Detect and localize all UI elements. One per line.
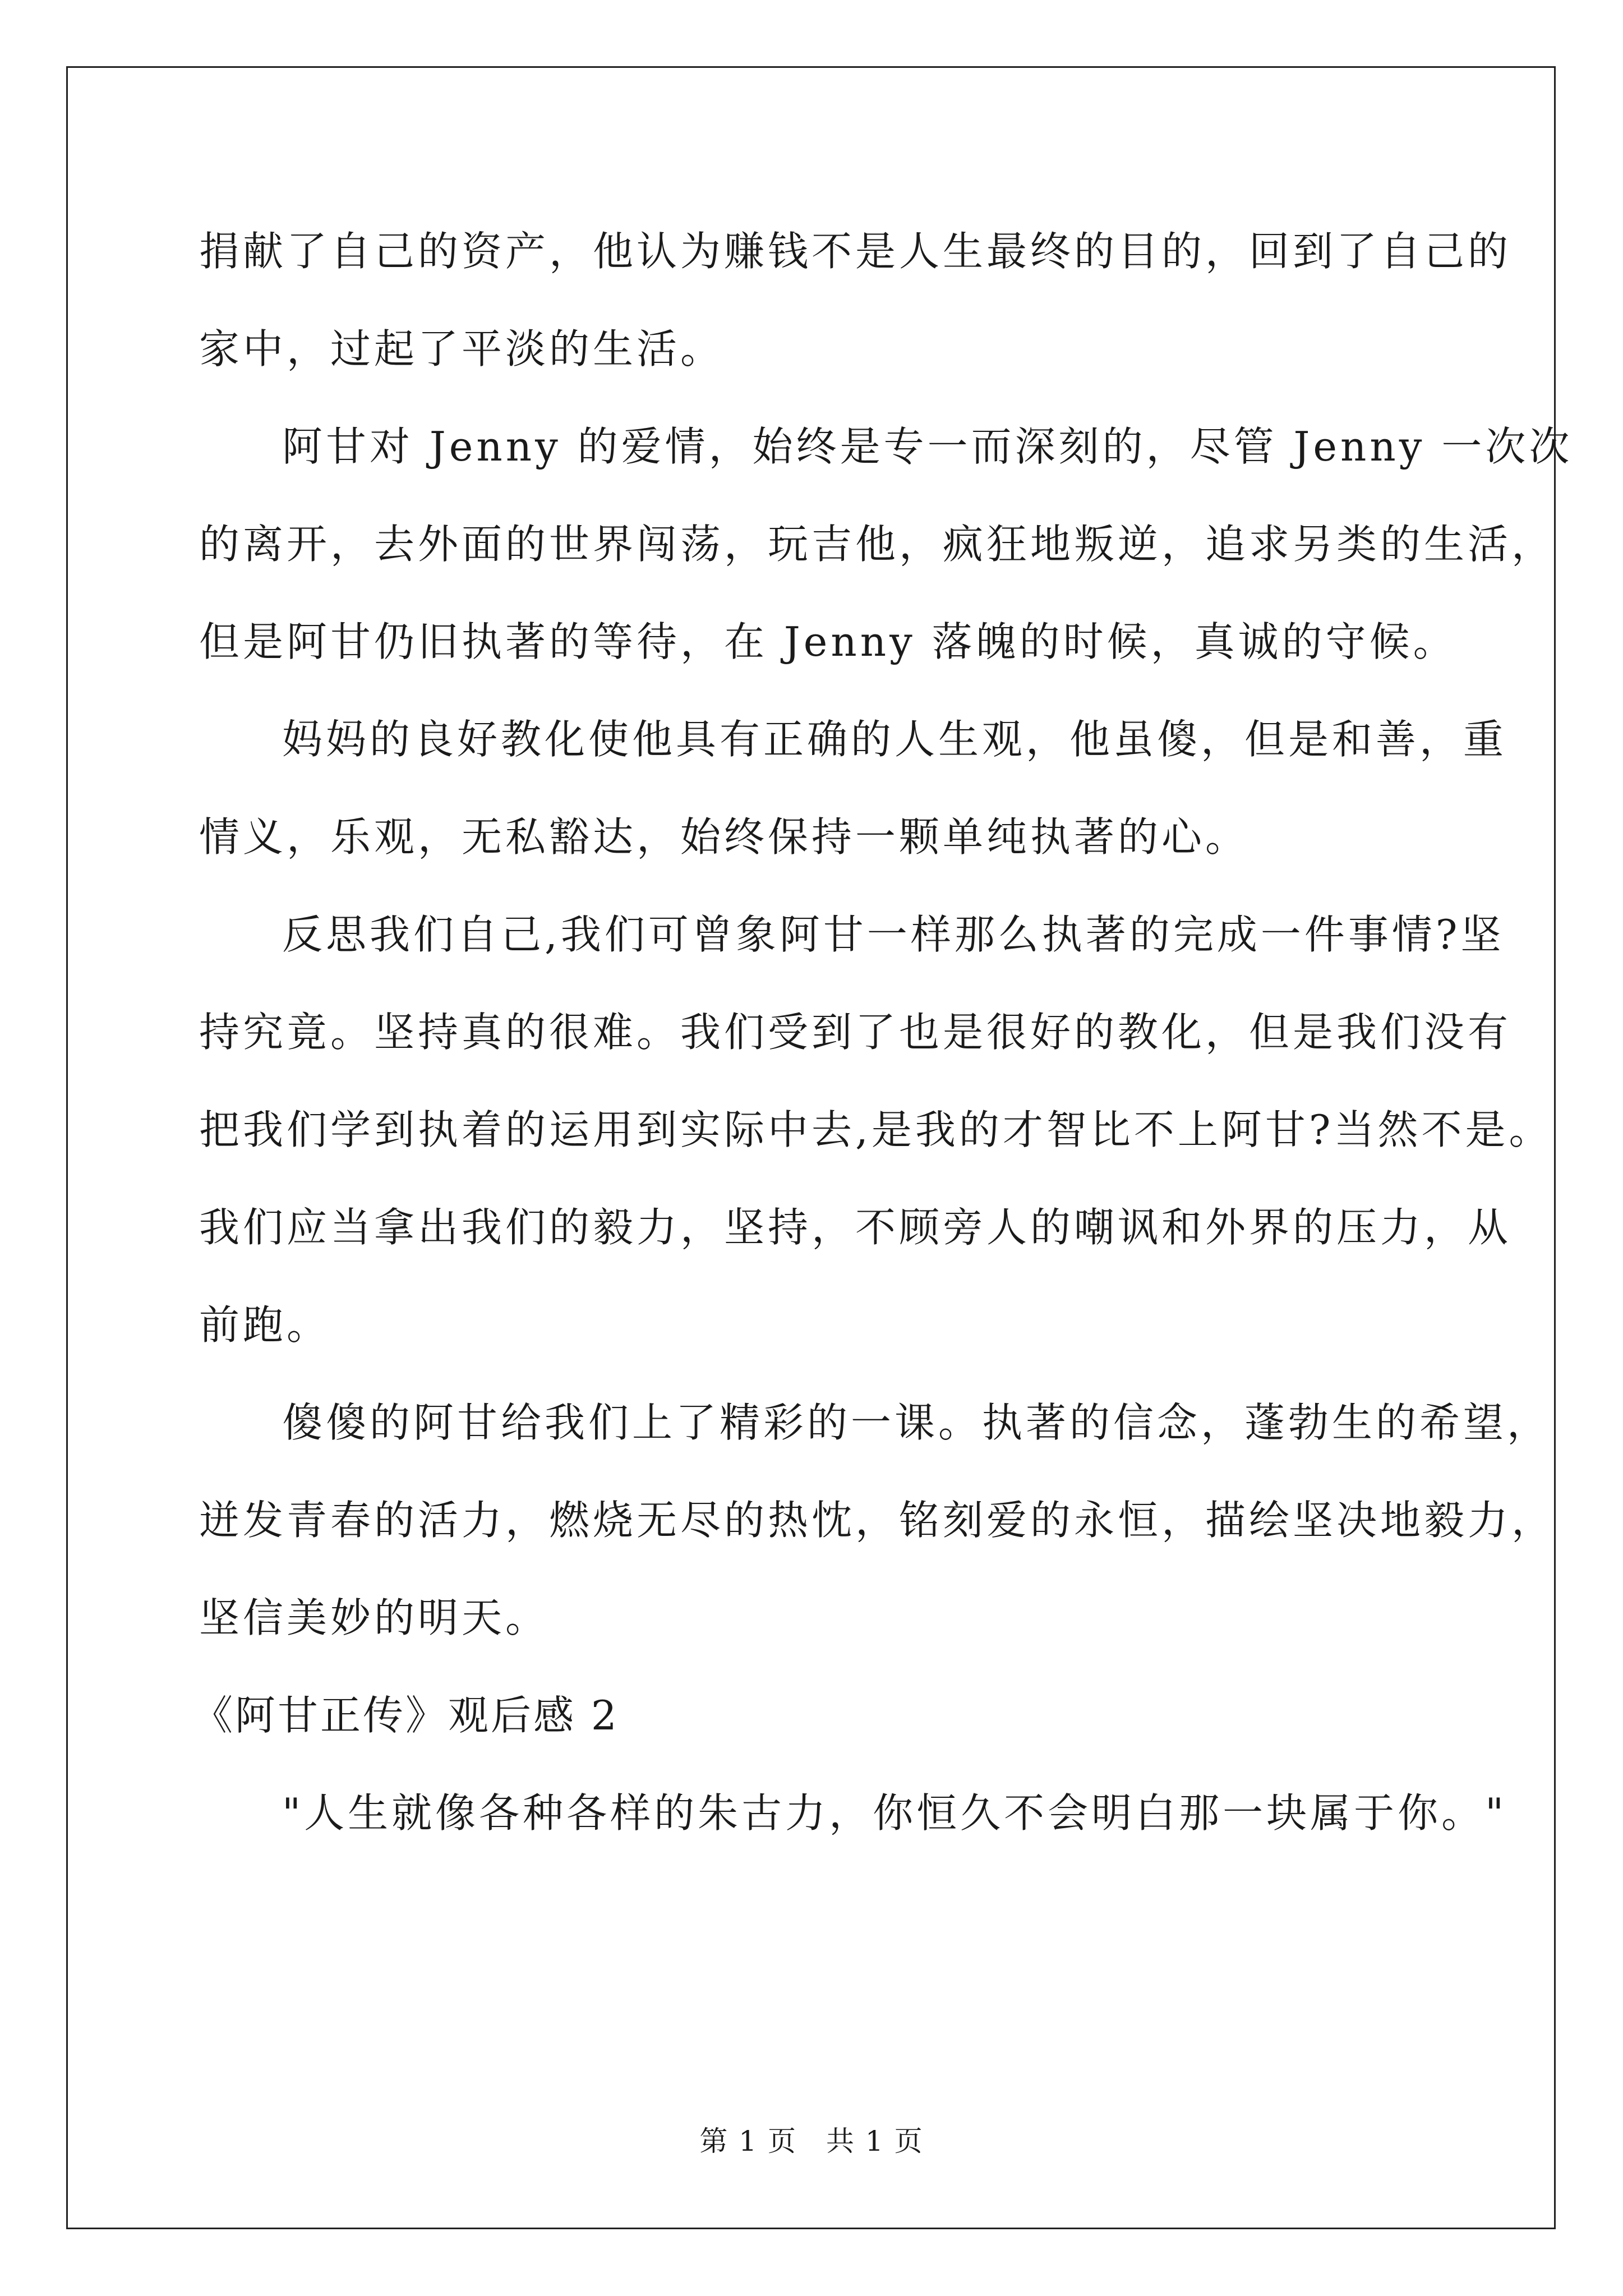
paragraph-line: 妈妈的良好教化使他具有正确的人生观，他虽傻，但是和善，重 [282,716,1507,763]
paragraph-line: 家中，过起了平淡的生活。 [199,325,725,372]
paragraph-line: 反思我们自己,我们可曾象阿甘一样那么执著的完成一件事情?坚 [282,911,1505,958]
document-body [192,218,1573,1877]
paragraph-line: 的离开，去外面的世界闯荡，玩吉他，疯狂地叛逆，追求另类的生活， [199,521,1556,568]
paragraph-line: 前跑。 [199,1301,331,1349]
paragraph-line: 迸发青春的活力，燃烧无尽的热忱，铭刻爱的永恒，描绘坚决地毅力， [199,1497,1556,1544]
page-footer: 第 1 页 共 1 页 [699,2125,924,2157]
paragraph-line: 捐献了自己的资产，他认为赚钱不是人生最终的目的，回到了自己的 [199,228,1512,275]
paragraph-line: 但是阿甘仍旧执著的等待，在 Jenny 落魄的时候，真诚的守候。 [199,618,1457,665]
paragraph-line: 坚信美妙的明天。 [199,1594,550,1641]
section-heading: 《阿甘正传》观后感 2 [192,1692,619,1739]
paragraph-line: 情义，乐观，无私豁达，始终保持一颗单纯执著的心。 [199,813,1249,861]
quote-line: "人生就像各种各样的朱古力，你恒久不会明白那一块属于你。" [282,1789,1507,1837]
paragraph-line: 把我们学到执着的运用到实际中去,是我的才智比不上阿甘?当然不是。 [199,1106,1553,1153]
paragraph-line: 我们应当拿出我们的毅力，坚持，不顾旁人的嘲讽和外界的压力，从 [199,1204,1512,1251]
paragraph-line: 持究竟。坚持真的很难。我们受到了也是很好的教化，但是我们没有 [199,1009,1512,1056]
paragraph-line: 阿甘对 Jenny 的爱情，始终是专一而深刻的，尽管 Jenny 一次次 [282,423,1573,470]
paragraph-line: 傻傻的阿甘给我们上了精彩的一课。执著的信念，蓬勃生的希望， [282,1399,1551,1446]
